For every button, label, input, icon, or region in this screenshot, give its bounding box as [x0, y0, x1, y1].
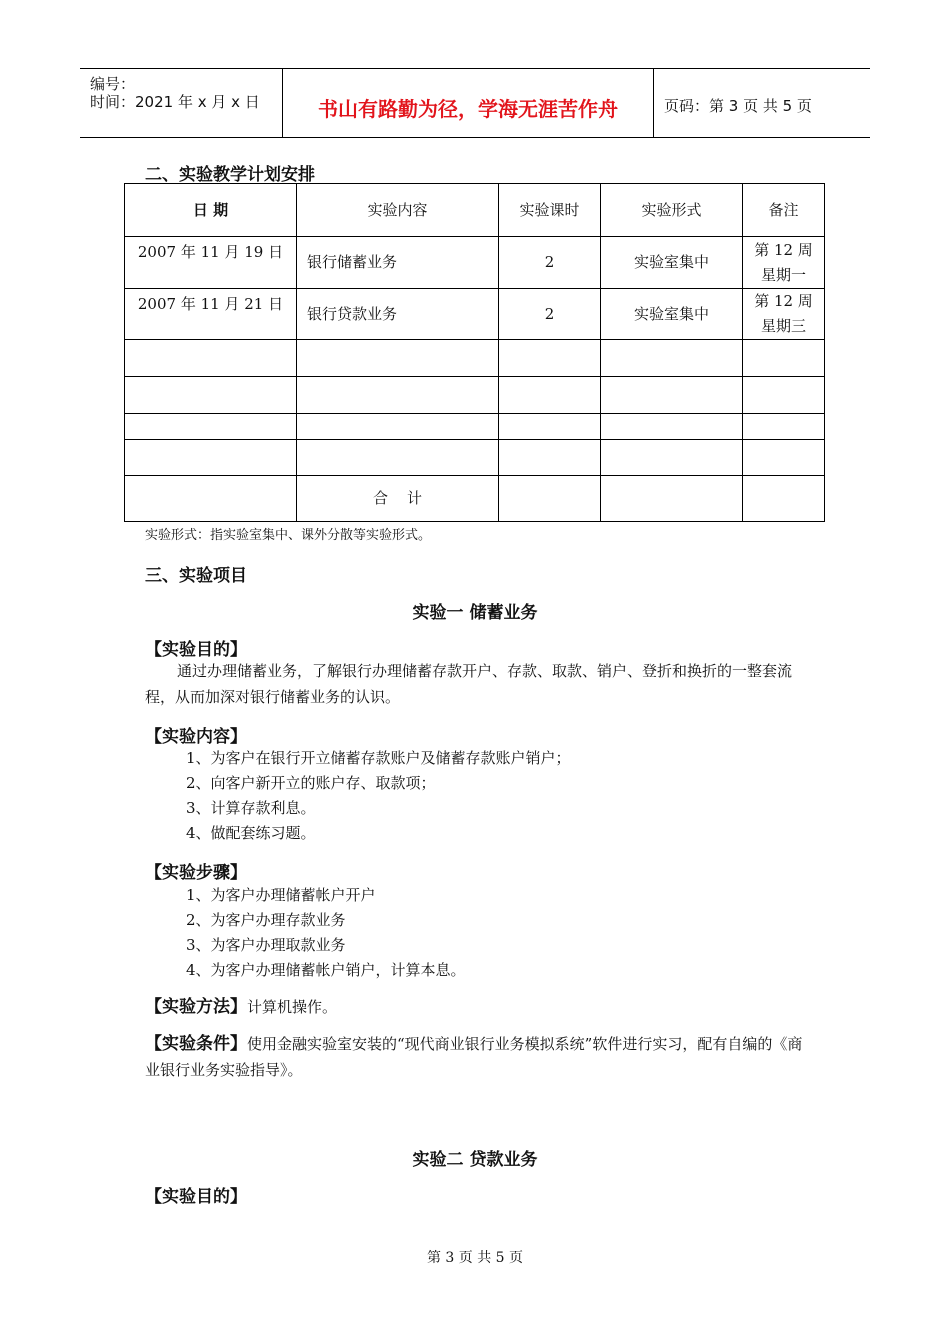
exp1-purpose-text: 通过办理储蓄业务，了解银行办理储蓄存款开户、存款、取款、销户、登折和换折的一整套流程，从而加深对银行储蓄业务的认识。	[145, 662, 793, 706]
list-item: 2、为客户办理存款业务	[186, 911, 346, 929]
cell-hours: 2	[499, 237, 601, 289]
header-form: 实验形式	[601, 184, 743, 237]
header-motto-cell	[283, 69, 654, 137]
exp1-condition-label: 【实验条件】	[145, 1034, 247, 1054]
section3-title: 三、实验项目	[145, 566, 247, 586]
exp1-title: 实验一 储蓄业务	[412, 603, 538, 623]
remark-day: 星期三	[760, 317, 806, 335]
exp1-condition	[145, 1031, 805, 1083]
exp2-purpose-label: 【实验目的】	[145, 1187, 247, 1207]
table-empty-row	[125, 340, 825, 377]
table-total-row	[125, 476, 825, 522]
table-row	[125, 237, 825, 289]
header-date: 日 期	[125, 184, 297, 237]
header-info-cell	[80, 69, 283, 137]
list-item: 4、做配套练习题。	[186, 824, 316, 842]
list-item: 3、为客户办理取款业务	[186, 936, 346, 954]
cell-content: 银行贷款业务	[297, 289, 499, 340]
header-page-cell	[654, 69, 870, 137]
remark-week: 第 12 周	[754, 292, 813, 310]
exp1-content-label: 【实验内容】	[145, 727, 247, 747]
table-empty-row	[125, 414, 825, 440]
cell-remark	[743, 237, 825, 289]
cell-content: 银行储蓄业务	[297, 237, 499, 289]
list-item: 1、为客户办理储蓄帐户开户	[186, 886, 376, 904]
schedule-table	[124, 183, 825, 522]
header-remark: 备注	[743, 184, 825, 237]
exp1-condition-text: 使用金融实验室安装的“现代商业银行业务模拟系统”软件进行实习，配有自编的《商业银行业务实验指导》。	[145, 1035, 803, 1079]
exp1-steps-label: 【实验步骤】	[145, 863, 247, 883]
remark-week: 第 12 周	[754, 240, 813, 259]
cell-total-label: 合 计	[297, 476, 499, 522]
list-item: 2、向客户新开立的账户存、取款项；	[186, 774, 436, 792]
exp1-method-label: 【实验方法】	[145, 997, 247, 1017]
exp1-purpose-label: 【实验目的】	[145, 640, 247, 660]
table-note: 实验形式：指实验室集中、课外分散等实验形式。	[145, 528, 432, 543]
list-item: 4、为客户办理储蓄帐户销户，计算本息。	[186, 961, 466, 979]
header-number: 编号：	[90, 75, 136, 93]
header-content: 实验内容	[297, 184, 499, 237]
header-page-info: 页码：第 3 页 共 5 页	[664, 97, 812, 115]
list-item: 3、计算存款利息。	[186, 799, 316, 817]
list-item: 1、为客户在银行开立储蓄存款账户及储蓄存款账户销户；	[186, 749, 571, 767]
table-header-row	[125, 184, 825, 237]
page-header	[80, 68, 870, 138]
header-motto: 书山有路勤为径，学海无涯苦作舟	[318, 97, 618, 121]
page-footer: 第 3 页 共 5 页	[426, 1250, 524, 1266]
cell-remark	[743, 289, 825, 340]
header-hours: 实验课时	[499, 184, 601, 237]
remark-day: 星期一	[760, 265, 806, 284]
exp1-method	[145, 994, 805, 1020]
exp2-title: 实验二 贷款业务	[412, 1150, 538, 1170]
cell-form: 实验室集中	[601, 237, 743, 289]
table-row	[125, 289, 825, 340]
header-time: 时间：2021 年 x 月 x 日	[90, 93, 260, 111]
cell-form: 实验室集中	[601, 289, 743, 340]
cell-date: 2007 年 11 月 19 日	[125, 237, 297, 289]
table-empty-row	[125, 440, 825, 476]
section2-title: 二、实验教学计划安排	[145, 165, 315, 185]
cell-hours: 2	[499, 289, 601, 340]
cell-date: 2007 年 11 月 21 日	[125, 289, 297, 340]
table-empty-row	[125, 377, 825, 414]
exp1-method-text: 计算机操作。	[247, 998, 338, 1016]
